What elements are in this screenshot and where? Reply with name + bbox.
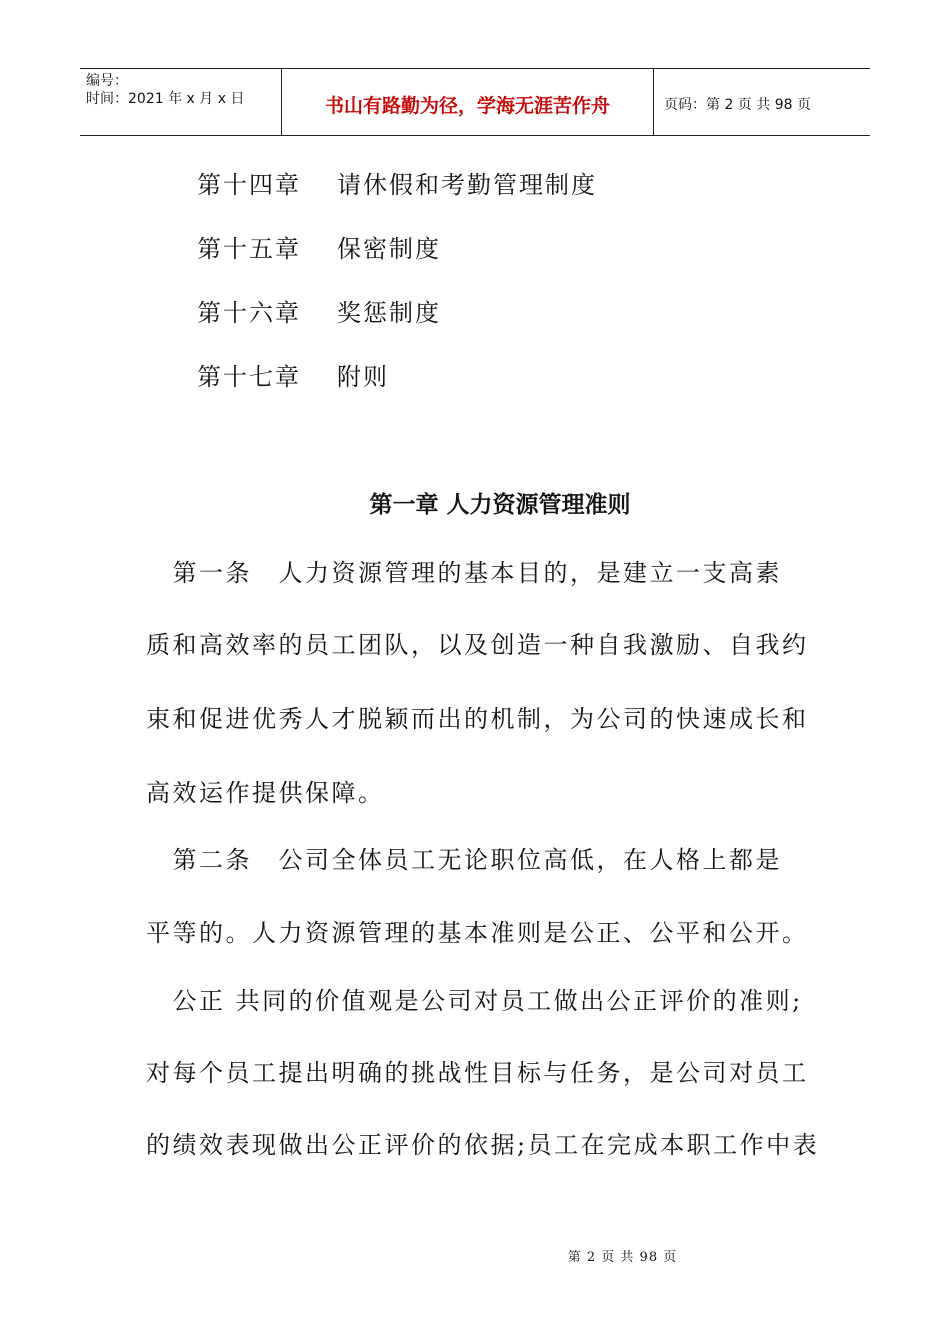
toc-item: [197, 298, 441, 328]
body-line: 束和促进优秀人才脱颖而出的机制，为公司的快速成长和: [146, 705, 809, 733]
toc-chapter-number: 第十四章: [197, 171, 301, 199]
header-page-info: 页码：第 2 页 共 98 页: [664, 97, 811, 113]
toc-chapter-title: 奖惩制度: [337, 299, 441, 327]
body-line: 第二条 公司全体员工无论职位高低，在人格上都是: [146, 846, 782, 874]
page-footer: 第 2 页 共 98 页: [567, 1250, 678, 1265]
body-line: 对每个员工提出明确的挑战性目标与任务，是公司对员工: [146, 1059, 809, 1087]
body-line: 高效运作提供保障。: [146, 779, 385, 807]
page-header: [80, 68, 870, 136]
header-meta: [80, 69, 282, 135]
toc-chapter-number: 第十五章: [197, 235, 301, 263]
toc-chapter-number: 第十六章: [197, 299, 301, 327]
toc-item: [197, 234, 441, 264]
toc-item: [197, 362, 389, 392]
body-line: 的绩效表现做出公正评价的依据;员工在完成本职工作中表: [146, 1131, 820, 1159]
chapter-heading: 第一章 人力资源管理准则: [369, 492, 631, 518]
document-number-label: 编号：: [86, 73, 128, 89]
body-line: 第一条 人力资源管理的基本目的，是建立一支高素: [146, 559, 782, 587]
toc-chapter-number: 第十七章: [197, 363, 301, 391]
body-line: 公正 共同的价值观是公司对员工做出公正评价的准则;: [146, 987, 803, 1015]
toc-chapter-title: 附则: [337, 363, 389, 391]
toc-chapter-title: 保密制度: [337, 235, 441, 263]
body-line: 平等的。人力资源管理的基本准则是公正、公平和公开。: [146, 919, 809, 947]
body-line: 质和高效率的员工团队，以及创造一种自我激励、自我约: [146, 631, 809, 659]
header-motto: 书山有路勤为径，学海无涯苦作舟: [282, 69, 654, 135]
toc-chapter-title: 请休假和考勤管理制度: [337, 171, 597, 199]
toc-item: [197, 170, 597, 200]
document-date: 时间：2021 年 x 月 x 日: [86, 91, 245, 107]
